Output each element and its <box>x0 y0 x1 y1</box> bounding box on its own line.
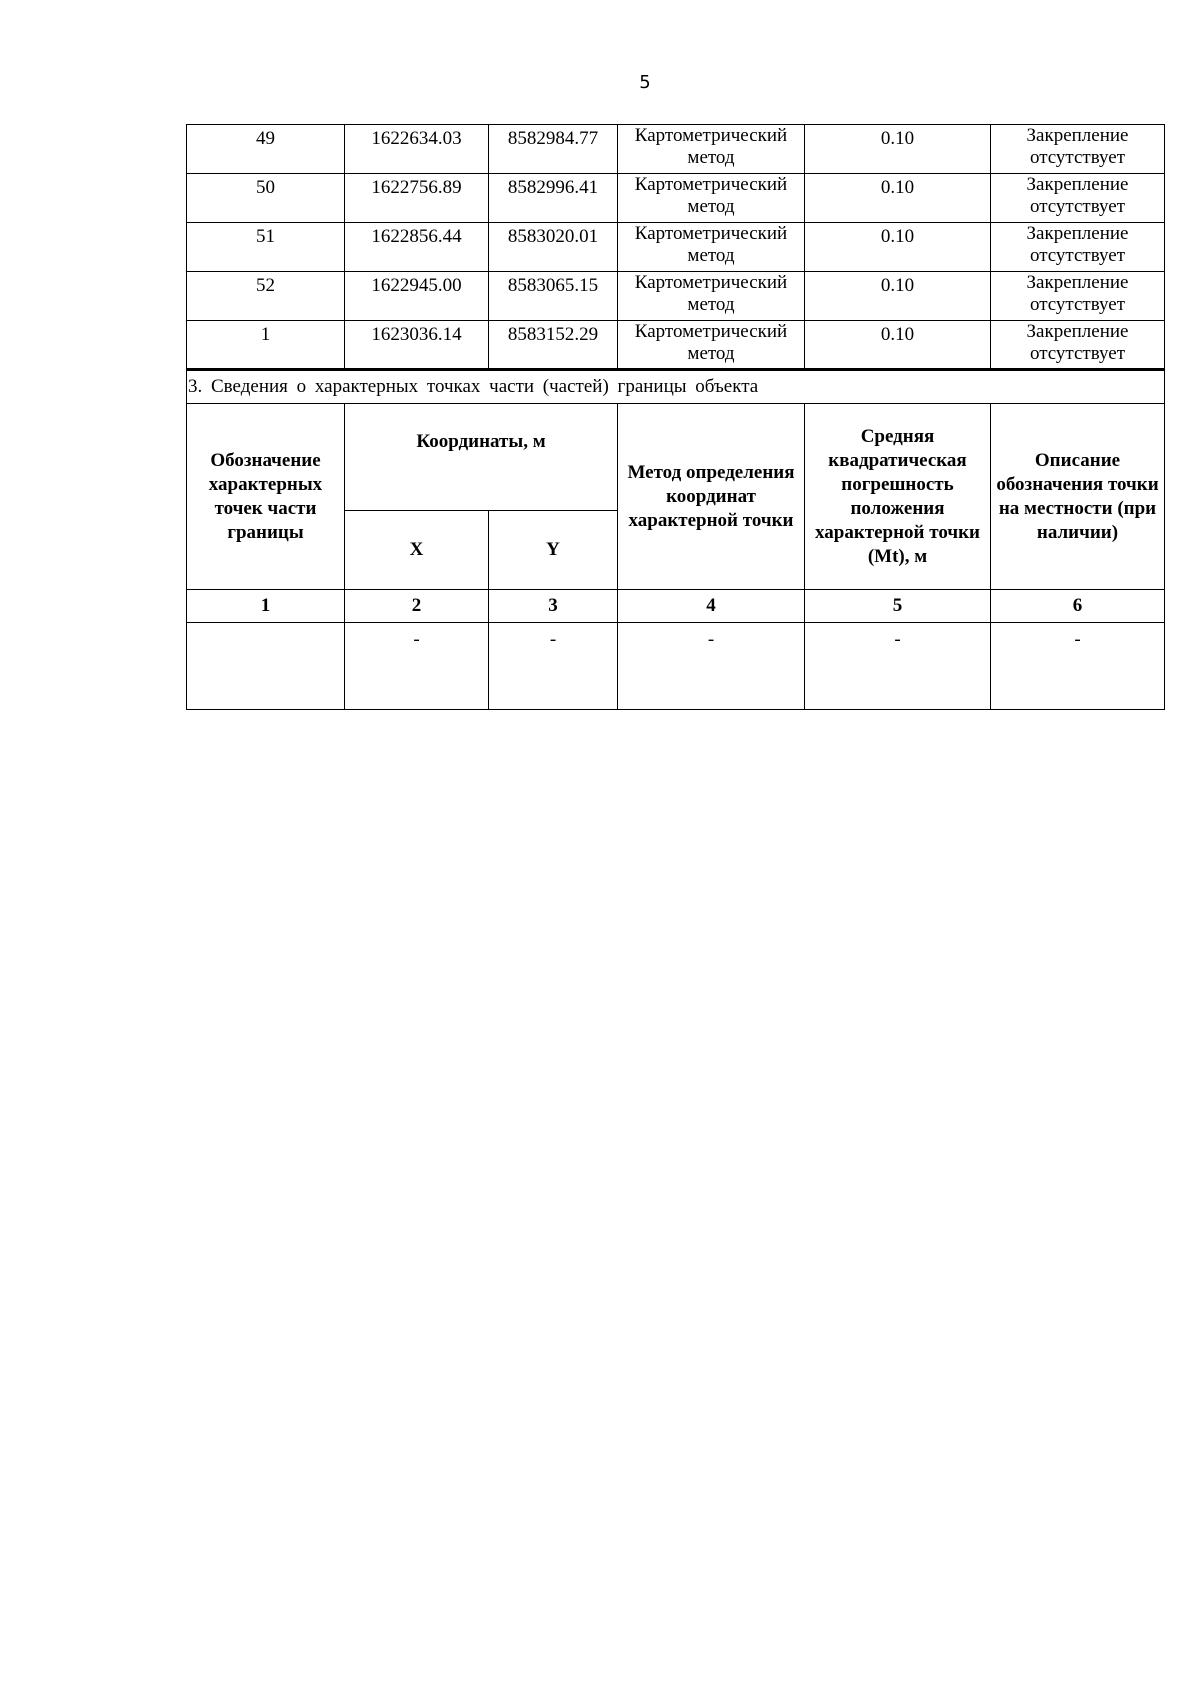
y-coordinate-cell: 8582984.77 <box>489 125 618 174</box>
dash-cell: - <box>805 623 991 710</box>
table-row <box>187 623 1165 710</box>
method-cell: Картометрический метод <box>618 174 805 223</box>
x-coordinate-cell: 1622634.03 <box>345 125 489 174</box>
dash-cell: - <box>345 623 489 710</box>
dash-cell: - <box>618 623 805 710</box>
accuracy-cell: 0.10 <box>805 321 991 370</box>
page-number: 5 <box>639 72 651 93</box>
x-coordinate-cell: 1622756.89 <box>345 174 489 223</box>
column-number: 4 <box>618 590 805 623</box>
section-title: 3. Сведения о характерных точках части (частей) границы объекта <box>187 370 1165 404</box>
section-title-row <box>187 370 1165 404</box>
y-coordinate-cell: 8583065.15 <box>489 272 618 321</box>
header-description: Описание обозначения точки на местности (при наличии) <box>991 404 1165 590</box>
point-number-cell: 1 <box>187 321 345 370</box>
column-number: 3 <box>489 590 618 623</box>
column-number: 2 <box>345 590 489 623</box>
column-number: 5 <box>805 590 991 623</box>
table-row <box>187 174 1165 223</box>
description-cell: Закрепление отсутствует <box>991 223 1165 272</box>
table-row <box>187 321 1165 370</box>
method-cell: Картометрический метод <box>618 321 805 370</box>
accuracy-cell: 0.10 <box>805 125 991 174</box>
dash-cell: - <box>489 623 618 710</box>
table-row <box>187 223 1165 272</box>
description-cell: Закрепление отсутствует <box>991 272 1165 321</box>
description-cell: Закрепление отсутствует <box>991 174 1165 223</box>
header-designation: Обозначение характерных точек части границы <box>187 404 345 590</box>
description-cell: Закрепление отсутствует <box>991 321 1165 370</box>
dash-cell: - <box>991 623 1165 710</box>
table-row <box>187 125 1165 174</box>
accuracy-cell: 0.10 <box>805 272 991 321</box>
header-method: Метод определения координат характерной точки <box>618 404 805 590</box>
table-row <box>187 272 1165 321</box>
x-coordinate-cell: 1623036.14 <box>345 321 489 370</box>
point-number-cell: 52 <box>187 272 345 321</box>
y-coordinate-cell: 8583020.01 <box>489 223 618 272</box>
header-coordinates: Координаты, м <box>345 404 618 511</box>
point-number-cell: 49 <box>187 125 345 174</box>
column-number: 6 <box>991 590 1165 623</box>
method-cell: Картометрический метод <box>618 223 805 272</box>
method-cell: Картометрический метод <box>618 272 805 321</box>
y-coordinate-cell: 8583152.29 <box>489 321 618 370</box>
x-coordinate-cell: 1622856.44 <box>345 223 489 272</box>
point-number-cell: 51 <box>187 223 345 272</box>
method-cell: Картометрический метод <box>618 125 805 174</box>
column-numbers-row <box>187 590 1165 623</box>
x-coordinate-cell: 1622945.00 <box>345 272 489 321</box>
header-y: Y <box>489 511 618 590</box>
accuracy-cell: 0.10 <box>805 223 991 272</box>
header-row <box>187 404 1165 511</box>
accuracy-cell: 0.10 <box>805 174 991 223</box>
boundary-points-table <box>186 124 1165 710</box>
column-number: 1 <box>187 590 345 623</box>
header-accuracy: Средняя квадратическая погрешность положения характерной точки (Mt), м <box>805 404 991 590</box>
empty-cell <box>187 623 345 710</box>
header-x: X <box>345 511 489 590</box>
description-cell: Закрепление отсутствует <box>991 125 1165 174</box>
y-coordinate-cell: 8582996.41 <box>489 174 618 223</box>
point-number-cell: 50 <box>187 174 345 223</box>
